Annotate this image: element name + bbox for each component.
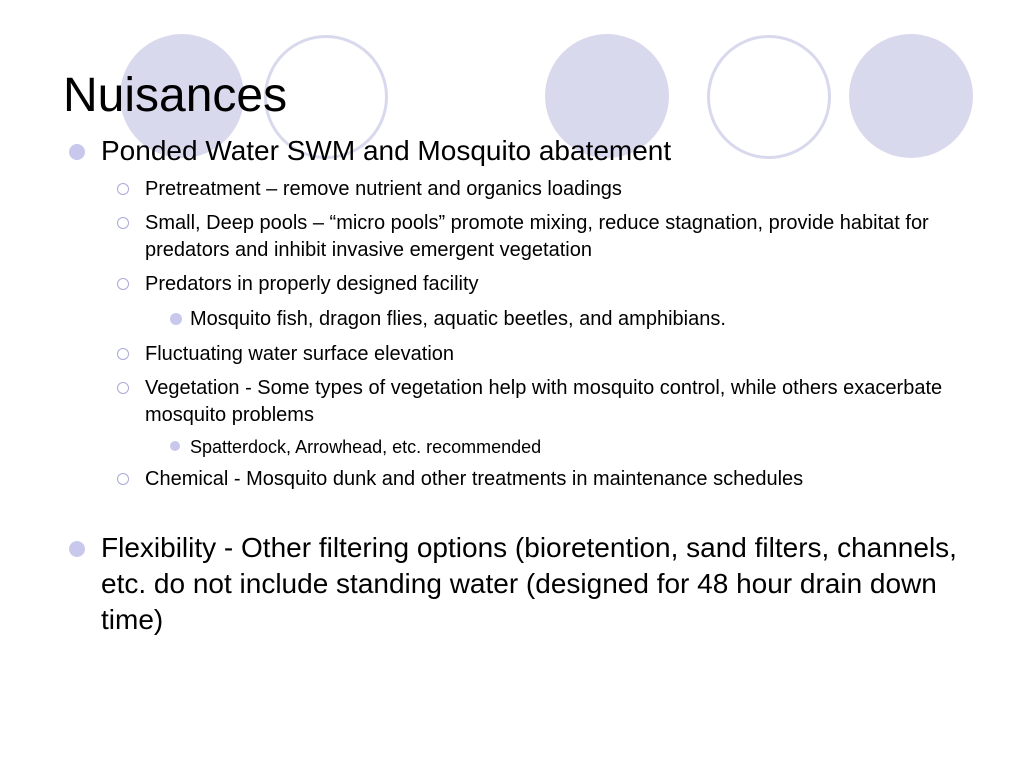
bullet-item-level-2: Small, Deep pools – “micro pools” promote mixing, reduce stagnation, provide habitat for predators and inhibit invasive emergent vegetation [145,210,975,264]
filled-bullet-icon [170,441,180,451]
filled-bullet-icon [170,313,182,325]
hollow-bullet-icon [117,473,129,485]
bullet-item-level-2: Pretreatment – remove nutrient and organics loadings [145,176,975,203]
bullet-item-level-3: Mosquito fish, dragon flies, aquatic beetles, and amphibians. [190,306,970,333]
bullet-item-level-2: Chemical - Mosquito dunk and other treatments in maintenance schedules [145,466,975,493]
filled-bullet-icon [69,541,85,557]
hollow-bullet-icon [117,278,129,290]
hollow-bullet-icon [117,183,129,195]
bullet-item-level-2: Vegetation - Some types of vegetation help with mosquito control, while others exacerbate mosquito problems [145,375,975,429]
bullet-item-level-1: Flexibility - Other filtering options (bioretention, sand filters, channels, etc. do not include standing water (designed for 48 hour drain down time) [101,530,981,638]
hollow-bullet-icon [117,382,129,394]
hollow-bullet-icon [117,217,129,229]
filled-bullet-icon [69,144,85,160]
bullet-item-level-3: Spatterdock, Arrowhead, etc. recommended [190,435,970,459]
slide-title: Nuisances [63,69,288,122]
bullet-item-level-2: Predators in properly designed facility [145,271,975,298]
hollow-bullet-icon [117,348,129,360]
bullet-item-level-1: Ponded Water SWM and Mosquito abatement [101,133,981,169]
bullet-item-level-2: Fluctuating water surface elevation [145,341,975,368]
